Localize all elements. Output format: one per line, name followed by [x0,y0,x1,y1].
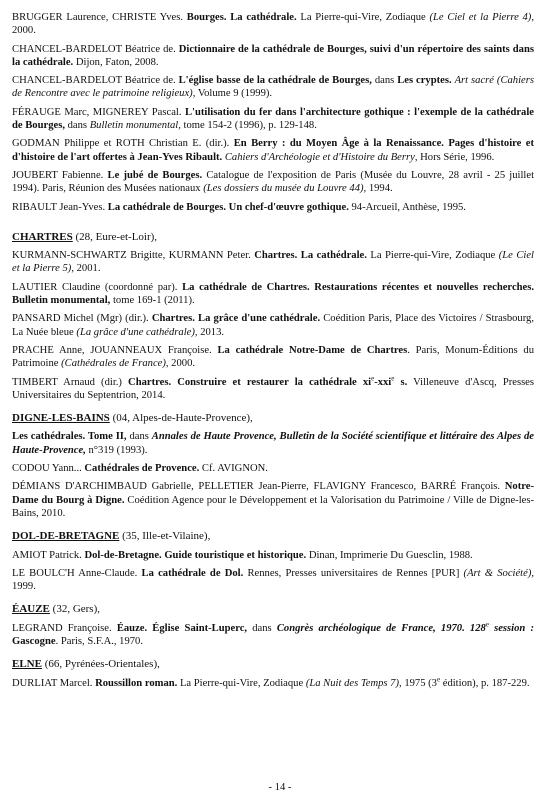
entry-text: Catalogue de l'exposition de Paris (Musée du Louvre, 28 avril - 25 juillet 1994). Paris, Réunion des Musées nationaux [12,169,535,195]
bibliography-entry [12,677,534,690]
entry-text: Villeneuve d'Ascq, Presses Universitaires du Septentrion, 2014. [12,376,535,401]
entry-title: La cathédrale de Dol. [141,567,244,579]
entry-text: CODOU Yann... [12,463,85,475]
entry-text: tome 169-1 (2011). [110,295,195,307]
place-name: ÉAUZE [12,603,50,616]
place-info: (66, Pyrénées-Orientales), [41,658,160,671]
bibliography-entry [12,169,534,196]
bibliography-entry [12,344,534,371]
bibliography-entry [12,74,534,101]
bibliography-entry [12,137,534,164]
entry-text: , 2000. [165,358,196,370]
entry-series: Bulletin monumental, [89,120,181,132]
bibliography-entry [12,376,534,403]
bibliography-entry [12,312,534,339]
entry-title: La cathédrale de Bourges. Un chef-d'œuvre gothique. [107,201,349,213]
entry-series: (Les dossiers du musée du Louvre 44), [203,183,367,195]
entry-text: dans [247,622,277,634]
entry-text: Rennes, Presses universitaires de Rennes [PUR] [243,567,464,579]
entry-title: Dictionnaire de la cathédrale de Bourges, suivi d'un répertoire des saints dans la cathédrale. [12,43,534,68]
entry-text: . Paris, S.F.A., 1970. [55,635,144,647]
entry-text: n°319 (1993). [85,444,148,456]
entry-text: 1994. [366,183,393,195]
entry-title: Congrès archéologique de France, 1970. 128 [276,622,486,634]
bourges-entries [12,11,534,214]
entry-text: TIMBERT Arnaud (dir.) [12,376,129,388]
entry-text: FÉRAUGE Marc, MIGNEREY Pascal. [12,106,185,118]
entry-title: Les cryptes. [397,75,452,87]
entry-text: PRACHE Anne, JOUANNEAUX Françoise. [12,344,218,356]
entry-title: s. [394,376,408,388]
section-dol-de-bretagne [12,530,534,593]
page-number: - 14 - [268,782,292,793]
entry-title: Bourges. La cathédrale. [186,12,297,23]
superscript: e [371,374,375,382]
entry-text: DURLIAT Marcel. [12,677,96,689]
section-heading [12,658,534,671]
entry-text: CHANCEL-BARDELOT Béatrice de. [12,75,179,87]
entry-title: Chartres. La cathédrale. [254,250,367,262]
bibliography-entry [12,249,534,276]
entry-text: 94-Arcueil, Anthèse, 1995. [348,201,466,213]
section-heading [12,412,534,425]
bibliography-entry [12,201,534,214]
section-heading [12,231,534,244]
section-heading [12,530,534,543]
entry-title: La cathédrale de Chartres. Restaurations récentes et nouvelles recherches. Bulletin monumental, [12,281,535,307]
bibliography-page [12,11,534,695]
entry-text: Dijon, Faton, 2008. [73,56,159,68]
section-digne-les-bains [12,412,534,520]
entry-text: LEGRAND Françoise. [12,622,117,634]
entry-text: Dinan, Imprimerie Du Guesclin, 1988. [306,549,473,561]
entry-text: DÉMIANS D'ARCHIMBAUD Gabrielle, PELLETIER Jean-Pierre, FLAVIGNY Francesco, BARRÉ François. [12,481,505,493]
place-name: DOL-DE-BRETAGNE [12,530,120,543]
entry-text: , 1999. [12,567,535,593]
entry-text: PANSARD Michel (Mgr) (dir.). [12,313,152,325]
bibliography-sections [12,231,534,690]
entry-text: dans [126,431,152,443]
section-chartres [12,231,534,402]
bibliography-entry [12,480,534,520]
entry-text: dans [64,120,90,132]
bibliography-entry [12,567,534,594]
bibliography-entry [12,430,534,457]
bibliography-entry [12,43,534,70]
place-info: (32, Gers), [49,603,101,616]
entry-title: Éauze. Église Saint-Luperc, [116,622,248,634]
entry-text: LE BOULC'H Anne-Claude. [12,567,142,579]
entry-series: Cahiers d'Archéologie et d'Histoire du Berry [224,151,415,163]
entry-title: Le jubé de Bourges. [107,169,203,181]
entry-text: La Pierre-qui-Vire, Zodiaque [177,677,306,689]
section-heading [12,603,534,616]
entry-text: édition), p. 187-229. [440,677,530,689]
entry-title: Dol-de-Bretagne. Guide touristique et historique. [84,549,307,561]
entry-text: dans [371,75,398,87]
section-elne [12,658,534,690]
entry-text: Volume 9 (1999). [195,88,273,100]
entry-text: , 2001. [71,263,101,275]
entry-series: (Art & Société) [463,567,532,579]
superscript: e [436,675,441,684]
entry-text: , 2013. [194,326,225,338]
entry-text: CHANCEL-BARDELOT Béatrice de. [12,43,179,55]
entry-text: JOUBERT Fabienne. [12,169,108,181]
entry-series: (Le Ciel et la Pierre 4) [429,12,532,23]
entry-text: Cf. AVIGNON. [199,463,268,475]
entry-title: Les cathédrales. Tome II, [12,431,127,443]
entry-text: KURMANN-SCHWARTZ Brigitte, KURMANN Peter. [12,250,255,262]
place-info: (28, Eure-et-Loir), [72,230,158,243]
entry-text: , Hors Série, 1996. [414,151,495,163]
bibliography-entry [12,281,534,308]
place-info: (35, Ille-et-Vilaine), [119,530,211,543]
entry-text: tome 154-2 (1996), p. 129-148. [180,120,317,132]
bibliography-entry [12,11,534,38]
entry-text: AMIOT Patrick. [12,549,85,561]
entry-text: . Paris, Monum-Éditions du Patrimoine [12,344,534,370]
entry-title: Chartres. Construire et restaurer la cathédrale xi [128,376,372,388]
bibliography-entry [12,462,534,475]
entry-series: Art sacré (Cahiers de Rencontre avec le patrimoine religieux), [12,75,534,100]
superscript: e [391,374,395,382]
entry-title: -xxi [374,376,392,388]
entry-text: BRUGGER Laurence, CHRISTE Yves. [12,12,187,23]
entry-title: La cathédrale Notre-Dame de Chartres [217,344,408,356]
entry-title: Notre-Dame du Bourg à Digne. [12,481,534,506]
entry-text: , 1975 (3 [399,677,437,689]
entry-text: La Pierre-qui-Vire, Zodiaque [366,250,499,262]
place-info: (04, Alpes-de-Haute-Provence), [109,412,253,425]
superscript: e [485,620,489,629]
place-name: DIGNE-LES-BAINS [12,412,110,425]
entry-title: Chartres. La grâce d'une cathédrale. [151,313,321,325]
entry-title: Gascogne [12,635,56,647]
bibliography-entry [12,622,534,649]
entry-title: En Berry : du Moyen Âge à la Renaissance. Pages d'histoire et d'histoire de l'art offertes à Jean-Yves Ribault. [12,138,534,163]
bibliography-entry [12,106,534,133]
entry-text: , 2000. [12,12,534,37]
entry-title: L'utilisation du fer dans l'architecture gothique : l'exemple de la cathédrale de Bourges, [12,106,534,132]
entry-series: (La grâce d'une cathédrale) [76,326,195,338]
entry-text: GODMAN Philippe et ROTH Christian E. (dir.). [12,138,234,150]
entry-title: Cathédrales de Provence. [84,463,200,475]
bibliography-entry [12,549,534,562]
entry-text: LAUTIER Claudine (coordonné par). [12,281,183,293]
entry-text: Coédition Agence pour le Développement et la Valorisation du Patrimoine / Ville de Digne-les-Bains, 2010. [12,494,534,519]
entry-title: Roussillon roman. [95,677,178,689]
place-name: CHARTRES [12,230,73,243]
entry-title: L'église basse de la cathédrale de Bourges, [178,75,372,87]
entry-title: Annales de Haute Provence, Bulletin de la Société scientifique et littéraire des Alpes de Haute-Provence, [12,431,534,456]
entry-series: (La Nuit des Temps 7) [305,677,400,689]
entry-series: (Le Ciel et la Pierre 5) [12,250,534,275]
place-name: ELNE [12,658,42,671]
entry-text: RIBAULT Jean-Yves. [12,201,108,213]
section-éauze [12,603,534,648]
entry-text: Coédition Paris, Place des Victoires / Strasbourg, La Nuée bleue [12,313,535,338]
entry-text: La Pierre-qui-Vire, Zodiaque [296,12,430,23]
entry-title: session : [488,622,535,634]
entry-series: (Cathédrales de France) [61,358,166,370]
